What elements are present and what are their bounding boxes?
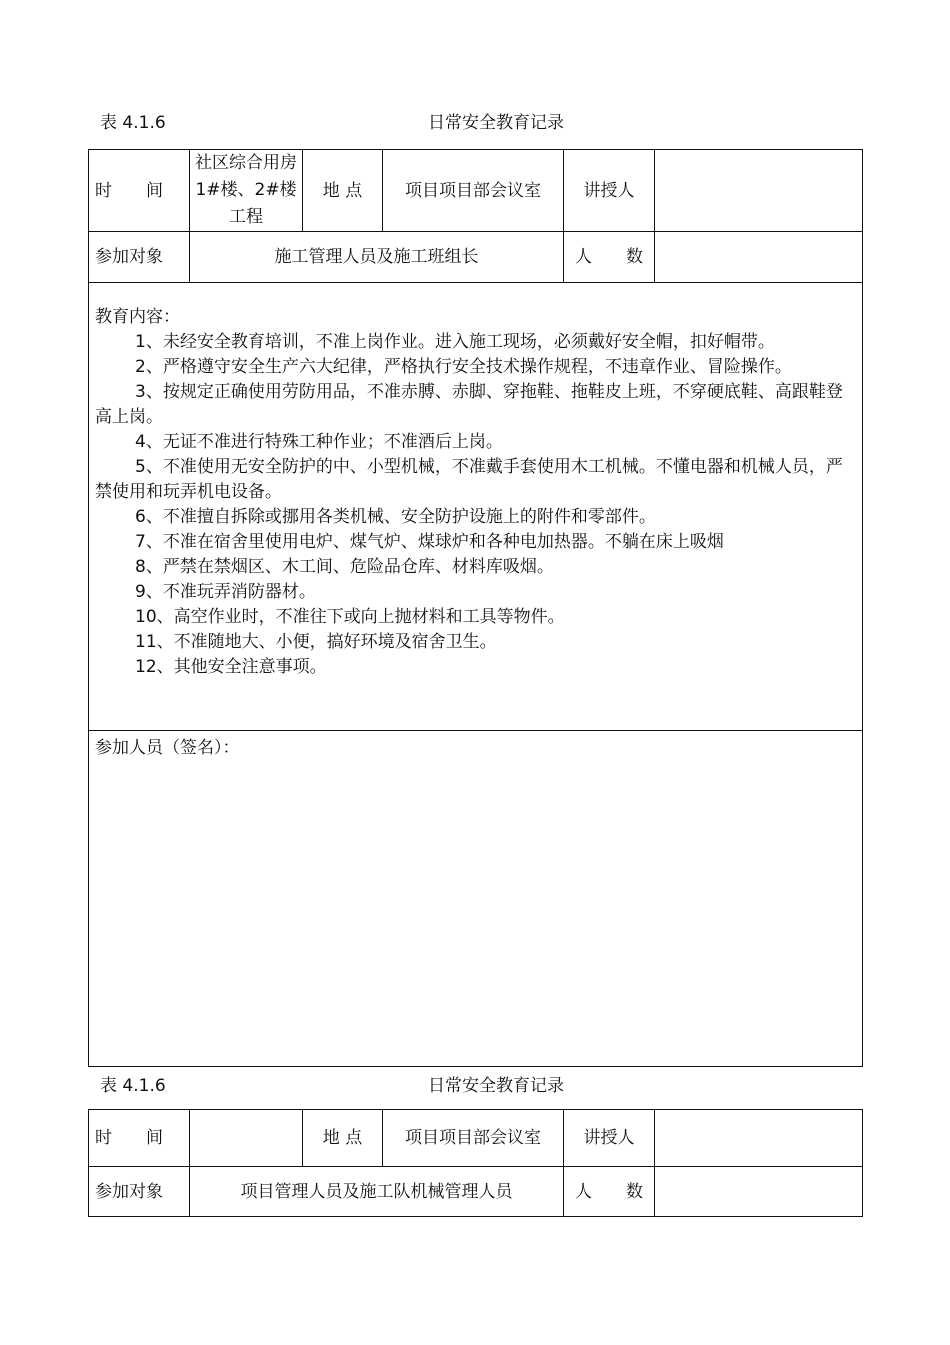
record1-table	[88, 149, 863, 1067]
time-label: 时 间	[89, 150, 190, 232]
education-content	[89, 283, 863, 731]
record1-caption	[88, 108, 862, 134]
lecturer-value	[655, 150, 863, 232]
lecturer-label: 讲授人	[564, 150, 655, 232]
content-item: 10、高空作业时，不准往下或向上抛材料和工具等物件。	[135, 607, 565, 627]
record2-caption	[88, 1071, 862, 1097]
participants-label: 参加对象	[89, 1167, 190, 1217]
record1-table-number: 表 4.1.6	[100, 113, 166, 133]
content-item: 5、不准使用无安全防护的中、小型机械，不准戴手套使用木工机械。不懂电器和机械人员，严禁使用和玩弄机电设备。	[95, 457, 843, 502]
count-label: 人 数	[564, 232, 655, 283]
content-item: 2、严格遵守安全生产六大纪律，严格执行安全技术操作规程，不违章作业、冒险操作。	[135, 357, 792, 377]
lecturer-label: 讲授人	[564, 1110, 655, 1167]
time-value: 社区综合用房 1#楼、2#楼工程	[190, 150, 303, 232]
participants-label: 参加对象	[89, 232, 190, 283]
participants-value: 项目管理人员及施工队机械管理人员	[190, 1167, 564, 1217]
content-title: 教育内容：	[95, 307, 180, 327]
record2-title: 日常安全教育记录	[428, 1076, 564, 1096]
place-value: 项目项目部会议室	[383, 1110, 564, 1167]
content-item: 8、严禁在禁烟区、木工间、危险品仓库、材料库吸烟。	[135, 557, 554, 577]
count-value	[655, 1167, 863, 1217]
record2-table	[88, 1109, 863, 1217]
place-label: 地 点	[303, 150, 383, 232]
content-item: 4、无证不准进行特殊工种作业；不准酒后上岗。	[135, 432, 503, 452]
count-label: 人 数	[564, 1167, 655, 1217]
content-item: 12、其他安全注意事项。	[135, 657, 327, 677]
content-item: 1、未经安全教育培训，不准上岗作业。进入施工现场，必须戴好安全帽，扣好帽带。	[135, 332, 775, 352]
signature-label: 参加人员（签名）：	[95, 738, 240, 758]
time-value	[190, 1110, 303, 1167]
place-value: 项目项目部会议室	[383, 150, 564, 232]
count-value	[655, 232, 863, 283]
signature-area[interactable]	[89, 731, 863, 1067]
time-label: 时 间	[89, 1110, 190, 1167]
participants-value: 施工管理人员及施工班组长	[190, 232, 564, 283]
content-item: 7、不准在宿舍里使用电炉、煤气炉、煤球炉和各种电加热器。不躺在床上吸烟	[135, 532, 724, 552]
content-item: 6、不准擅自拆除或挪用各类机械、安全防护设施上的附件和零部件。	[135, 507, 656, 527]
content-item: 3、按规定正确使用劳防用品，不准赤膊、赤脚、穿拖鞋、拖鞋皮上班，不穿硬底鞋、高跟鞋登高上岗。	[95, 382, 843, 427]
place-label: 地 点	[303, 1110, 383, 1167]
record2-table-number: 表 4.1.6	[100, 1076, 166, 1096]
lecturer-value	[655, 1110, 863, 1167]
record1-title: 日常安全教育记录	[428, 113, 564, 133]
content-item: 11、不准随地大、小便，搞好环境及宿舍卫生。	[135, 632, 497, 652]
content-item: 9、不准玩弄消防器材。	[135, 582, 316, 602]
